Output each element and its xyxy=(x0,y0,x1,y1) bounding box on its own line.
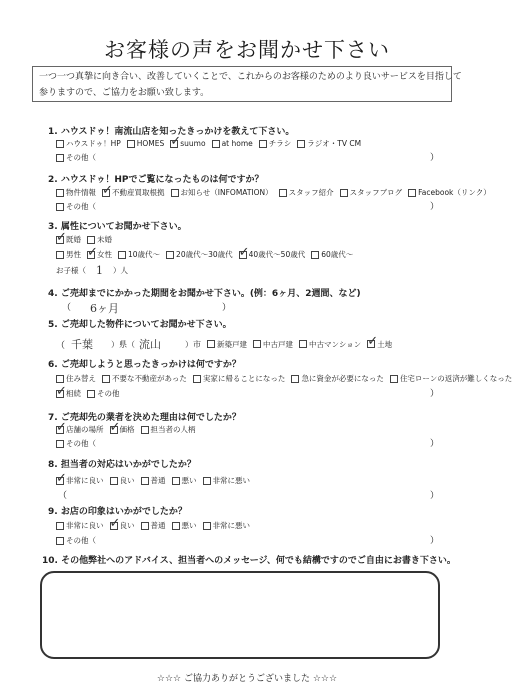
checkbox-label: 未婚 xyxy=(97,235,112,244)
checkbox[interactable] xyxy=(141,426,149,434)
checkbox-option[interactable] xyxy=(193,373,286,384)
close-paren: ） xyxy=(430,439,440,449)
checkbox-label: 男性 xyxy=(66,250,81,259)
checkbox-label: 普通 xyxy=(150,476,166,485)
checkbox-option[interactable] xyxy=(110,520,135,531)
checkbox-label: 中古マンション xyxy=(309,339,362,349)
checkbox-option[interactable] xyxy=(297,138,361,149)
checkbox-option[interactable] xyxy=(279,187,334,198)
free-comment-box[interactable] xyxy=(40,571,440,659)
question-3-children xyxy=(56,264,128,277)
question-3-gender-age xyxy=(56,249,359,260)
checkbox-option[interactable] xyxy=(141,520,166,531)
checkbox-option[interactable] xyxy=(291,373,384,384)
checkbox-option[interactable] xyxy=(212,139,253,148)
checkbox-option[interactable] xyxy=(127,139,165,148)
checkbox[interactable] xyxy=(171,189,179,197)
checkbox-label: 実家に帰ることになった xyxy=(202,374,286,383)
checkbox-option[interactable] xyxy=(408,187,491,198)
question-3-label: 3. 属性についてお聞かせ下さい。 xyxy=(48,222,187,232)
checkbox-option[interactable] xyxy=(171,187,273,198)
checkbox-label: 土地 xyxy=(377,339,393,349)
checkbox-option[interactable] xyxy=(56,373,96,384)
checked-checkbox[interactable] xyxy=(367,340,375,348)
checkbox-option[interactable] xyxy=(203,475,251,486)
checkbox-label: ラジオ・TV CM xyxy=(307,139,362,148)
checkbox-option[interactable] xyxy=(56,187,96,198)
checkbox[interactable] xyxy=(141,522,149,530)
other-label: その他（ xyxy=(66,536,96,545)
checkbox[interactable] xyxy=(253,340,261,348)
checked-checkbox[interactable] xyxy=(56,426,64,434)
checked-checkbox[interactable] xyxy=(87,251,95,259)
checked-checkbox[interactable] xyxy=(56,390,64,398)
question-9-other-row xyxy=(56,535,96,546)
checkbox-option[interactable] xyxy=(56,234,81,245)
question-9-options xyxy=(56,520,256,531)
question-3-marital xyxy=(56,234,118,245)
checkbox[interactable] xyxy=(110,477,118,485)
intro-box xyxy=(32,66,462,102)
checkbox-option[interactable] xyxy=(207,339,247,350)
question-6-row1 xyxy=(56,373,518,384)
checkbox[interactable] xyxy=(259,140,267,148)
checkbox-label: チラシ xyxy=(268,139,292,148)
question-7-options xyxy=(56,424,202,435)
checkbox[interactable] xyxy=(340,189,348,197)
checkbox-label: 相続 xyxy=(66,389,81,398)
checkbox-option[interactable] xyxy=(56,388,81,399)
checkbox[interactable] xyxy=(56,522,64,530)
children-count[interactable]: 1 xyxy=(96,264,103,277)
checkbox-option[interactable] xyxy=(56,475,104,486)
question-6-label: 6. ご売却しようと思ったきっかけは何ですか？ xyxy=(48,360,241,370)
checkbox-label: 悪い xyxy=(181,476,197,485)
checkbox-label: 普通 xyxy=(150,521,166,530)
checkbox-option[interactable] xyxy=(110,424,135,435)
checkbox-label: 非常に良い xyxy=(66,476,104,485)
checkbox[interactable] xyxy=(166,251,174,259)
checkbox-label: 既婚 xyxy=(66,235,81,244)
question-1-options xyxy=(56,138,367,149)
checked-checkbox[interactable] xyxy=(239,251,247,259)
question-2-label: 2. ハウスドゥ！HPでご覧になったものは何ですか？ xyxy=(48,175,264,185)
children-prefix: お子様（ xyxy=(56,266,86,275)
checkbox[interactable] xyxy=(56,375,64,383)
checkbox-option[interactable] xyxy=(56,520,104,531)
checked-checkbox[interactable] xyxy=(110,522,118,530)
checkbox-option[interactable] xyxy=(87,234,112,245)
checkbox-label: 60歳代〜 xyxy=(321,250,354,259)
checkbox-option[interactable] xyxy=(299,339,361,350)
other-checkbox[interactable] xyxy=(56,440,64,448)
checkbox-label: その他 xyxy=(97,389,120,398)
checkbox[interactable] xyxy=(390,375,398,383)
checkbox-option[interactable] xyxy=(170,139,205,148)
checkbox-label: 非常に良い xyxy=(66,521,104,530)
checkbox[interactable] xyxy=(87,390,95,398)
question-5-label: 5. ご売却した物件についてお聞かせ下さい。 xyxy=(48,320,232,330)
checkbox-label: 非常に悪い xyxy=(212,476,250,485)
checkbox-option[interactable] xyxy=(203,520,251,531)
open-paren: （ xyxy=(62,303,72,313)
checkbox-option[interactable] xyxy=(56,424,104,435)
checkbox-label: 急に資金が必要になった xyxy=(301,374,384,383)
question-6-row2 xyxy=(56,388,126,399)
checkbox-option[interactable] xyxy=(253,339,293,350)
checkbox-label: Facebook（リンク） xyxy=(418,188,491,197)
checkbox-label: 店舗の場所 xyxy=(66,425,104,434)
city-suffix: ）市 xyxy=(185,339,202,349)
checkbox-option[interactable] xyxy=(87,388,120,399)
page-title: お客様の声をお聞かせ下さい xyxy=(104,38,390,62)
checkbox-label: 住み替え xyxy=(66,374,96,383)
checked-checkbox[interactable] xyxy=(102,189,110,197)
checkbox-label: HOMES xyxy=(136,139,165,148)
prefecture-answer[interactable]: 千葉 xyxy=(71,338,94,351)
checkbox-option[interactable] xyxy=(56,138,121,149)
checkbox-label: 40歳代〜50歳代 xyxy=(248,250,306,259)
question-1-other-row xyxy=(56,152,96,163)
checkbox-label: お知らせ（INFOMATION） xyxy=(180,188,273,197)
checkbox[interactable] xyxy=(56,251,64,259)
checkbox-option[interactable] xyxy=(340,187,403,198)
checkbox[interactable] xyxy=(311,251,319,259)
question-5-location xyxy=(56,336,398,352)
checkbox-label: 10歳代〜 xyxy=(128,250,161,259)
question-1-label: 1. ハウスドゥ！南流山店を知ったきっかけを教えて下さい。 xyxy=(48,127,295,137)
close-paren: ） xyxy=(222,303,232,313)
checkbox[interactable] xyxy=(102,375,110,383)
question-2-other-row xyxy=(56,201,96,212)
close-paren: ） xyxy=(430,153,440,163)
checkbox-option[interactable] xyxy=(390,373,512,384)
intro-line: 参りますので、ご協力をお願い致します。 xyxy=(39,88,210,98)
checkbox-option[interactable] xyxy=(56,249,81,260)
checkbox[interactable] xyxy=(87,236,95,244)
checkbox-label: 中古戸建 xyxy=(263,339,294,349)
checkbox-option[interactable] xyxy=(367,339,392,350)
checkbox[interactable] xyxy=(203,477,211,485)
property-type-options xyxy=(207,339,398,350)
checked-checkbox[interactable] xyxy=(170,140,178,148)
checkbox[interactable] xyxy=(118,251,126,259)
open-paren: （ xyxy=(56,340,66,351)
city-answer[interactable]: 流山 xyxy=(139,338,162,351)
checked-checkbox[interactable] xyxy=(110,426,118,434)
question-7-other-row xyxy=(56,438,96,449)
checkbox-option[interactable] xyxy=(259,138,292,149)
checkbox-label: 不要な不動産があった xyxy=(112,374,187,383)
question-4-label: 4. ご売却までにかかった期間をお聞かせ下さい。(例：6ヶ月、2週間、など) xyxy=(48,289,361,299)
checkbox-option[interactable] xyxy=(118,249,160,260)
close-paren: ） xyxy=(430,202,440,212)
question-7-label: 7. ご売却先の業者を決めた理由は何でしたか？ xyxy=(48,413,241,423)
checkbox-option[interactable] xyxy=(239,249,306,260)
checkbox[interactable] xyxy=(299,340,307,348)
checkbox[interactable] xyxy=(408,189,416,197)
checkbox-label: at home xyxy=(221,139,253,148)
checkbox[interactable] xyxy=(56,189,64,197)
checkbox-label: 女性 xyxy=(97,250,112,259)
open-paren: （ xyxy=(58,491,68,501)
question-8-options xyxy=(56,475,256,486)
checkbox[interactable] xyxy=(212,140,220,148)
checkbox-label: 20歳代〜30歳代 xyxy=(176,250,233,259)
checkbox[interactable] xyxy=(172,522,180,530)
close-paren: ） xyxy=(430,389,440,399)
other-checkbox[interactable] xyxy=(56,203,64,211)
prefecture-suffix: ）県（ xyxy=(111,339,136,349)
checkbox-option[interactable] xyxy=(102,373,187,384)
checkbox-option[interactable] xyxy=(141,475,166,486)
checkbox-label: スタッフ紹介 xyxy=(288,188,334,197)
footer-thanks: ☆☆☆ ご協力ありがとうございました ☆☆☆ xyxy=(156,674,338,684)
checkbox[interactable] xyxy=(279,189,287,197)
checkbox[interactable] xyxy=(193,375,201,383)
checked-checkbox[interactable] xyxy=(56,236,64,244)
other-label: その他（ xyxy=(66,439,96,448)
checkbox-label: 物件情報 xyxy=(66,188,96,197)
checkbox-label: 非常に悪い xyxy=(212,521,250,530)
checkbox-label: 良い xyxy=(119,521,135,530)
checkbox-label: 担当者の人柄 xyxy=(150,425,196,434)
checkbox-option[interactable] xyxy=(172,520,197,531)
checkbox-option[interactable] xyxy=(110,475,135,486)
other-checkbox[interactable] xyxy=(56,154,64,162)
checkbox[interactable] xyxy=(56,140,64,148)
checkbox-option[interactable] xyxy=(172,475,197,486)
checkbox-option[interactable] xyxy=(141,424,196,435)
checkbox-option[interactable] xyxy=(87,249,112,260)
checkbox[interactable] xyxy=(297,140,305,148)
checkbox[interactable] xyxy=(172,477,180,485)
checked-checkbox[interactable] xyxy=(56,477,64,485)
period-answer[interactable]: 6ヶ月 xyxy=(90,302,119,315)
checkbox-label: スタッフブログ xyxy=(349,188,403,197)
close-paren: ） xyxy=(430,536,440,546)
checkbox-label: 新築戸建 xyxy=(217,339,248,349)
checkbox-label: 住宅ローンの返済が難しくなった xyxy=(399,374,513,383)
checkbox-option[interactable] xyxy=(102,187,165,198)
checkbox-label: 良い xyxy=(119,476,135,485)
question-10-label: 10. その他弊社へのアドバイス、担当者へのメッセージ、何でも結構ですのでご自由にお書き下さい。 xyxy=(42,556,456,566)
checkbox[interactable] xyxy=(291,375,299,383)
children-suffix: ）人 xyxy=(113,266,128,275)
checkbox-label: 不動産買取根拠 xyxy=(112,188,165,197)
checkbox-label: 価格 xyxy=(119,425,135,434)
checkbox[interactable] xyxy=(127,140,135,148)
checkbox-label: 悪い xyxy=(181,521,197,530)
checkbox-label: ハウスドゥ！HP xyxy=(66,139,121,148)
checkbox[interactable] xyxy=(141,477,149,485)
close-paren: ） xyxy=(430,491,440,501)
checkbox[interactable] xyxy=(207,340,215,348)
intro-line: 一つ一つ真摯に向き合い、改善していくことで、これからのお客様のためのより良いサービスを目指して xyxy=(39,72,462,82)
checkbox-option[interactable] xyxy=(311,249,353,260)
other-checkbox[interactable] xyxy=(56,537,64,545)
other-label: その他（ xyxy=(66,202,96,211)
checkbox-label: suumo xyxy=(180,139,206,148)
question-9-label: 9. お店の印象はいかがでしたか？ xyxy=(48,507,187,517)
question-8-label: 8. 担当者の対応はいかがでしたか？ xyxy=(48,460,196,470)
other-label: その他（ xyxy=(66,153,96,162)
checkbox-option[interactable] xyxy=(166,249,233,260)
checkbox[interactable] xyxy=(203,522,211,530)
question-2-options xyxy=(56,187,497,198)
